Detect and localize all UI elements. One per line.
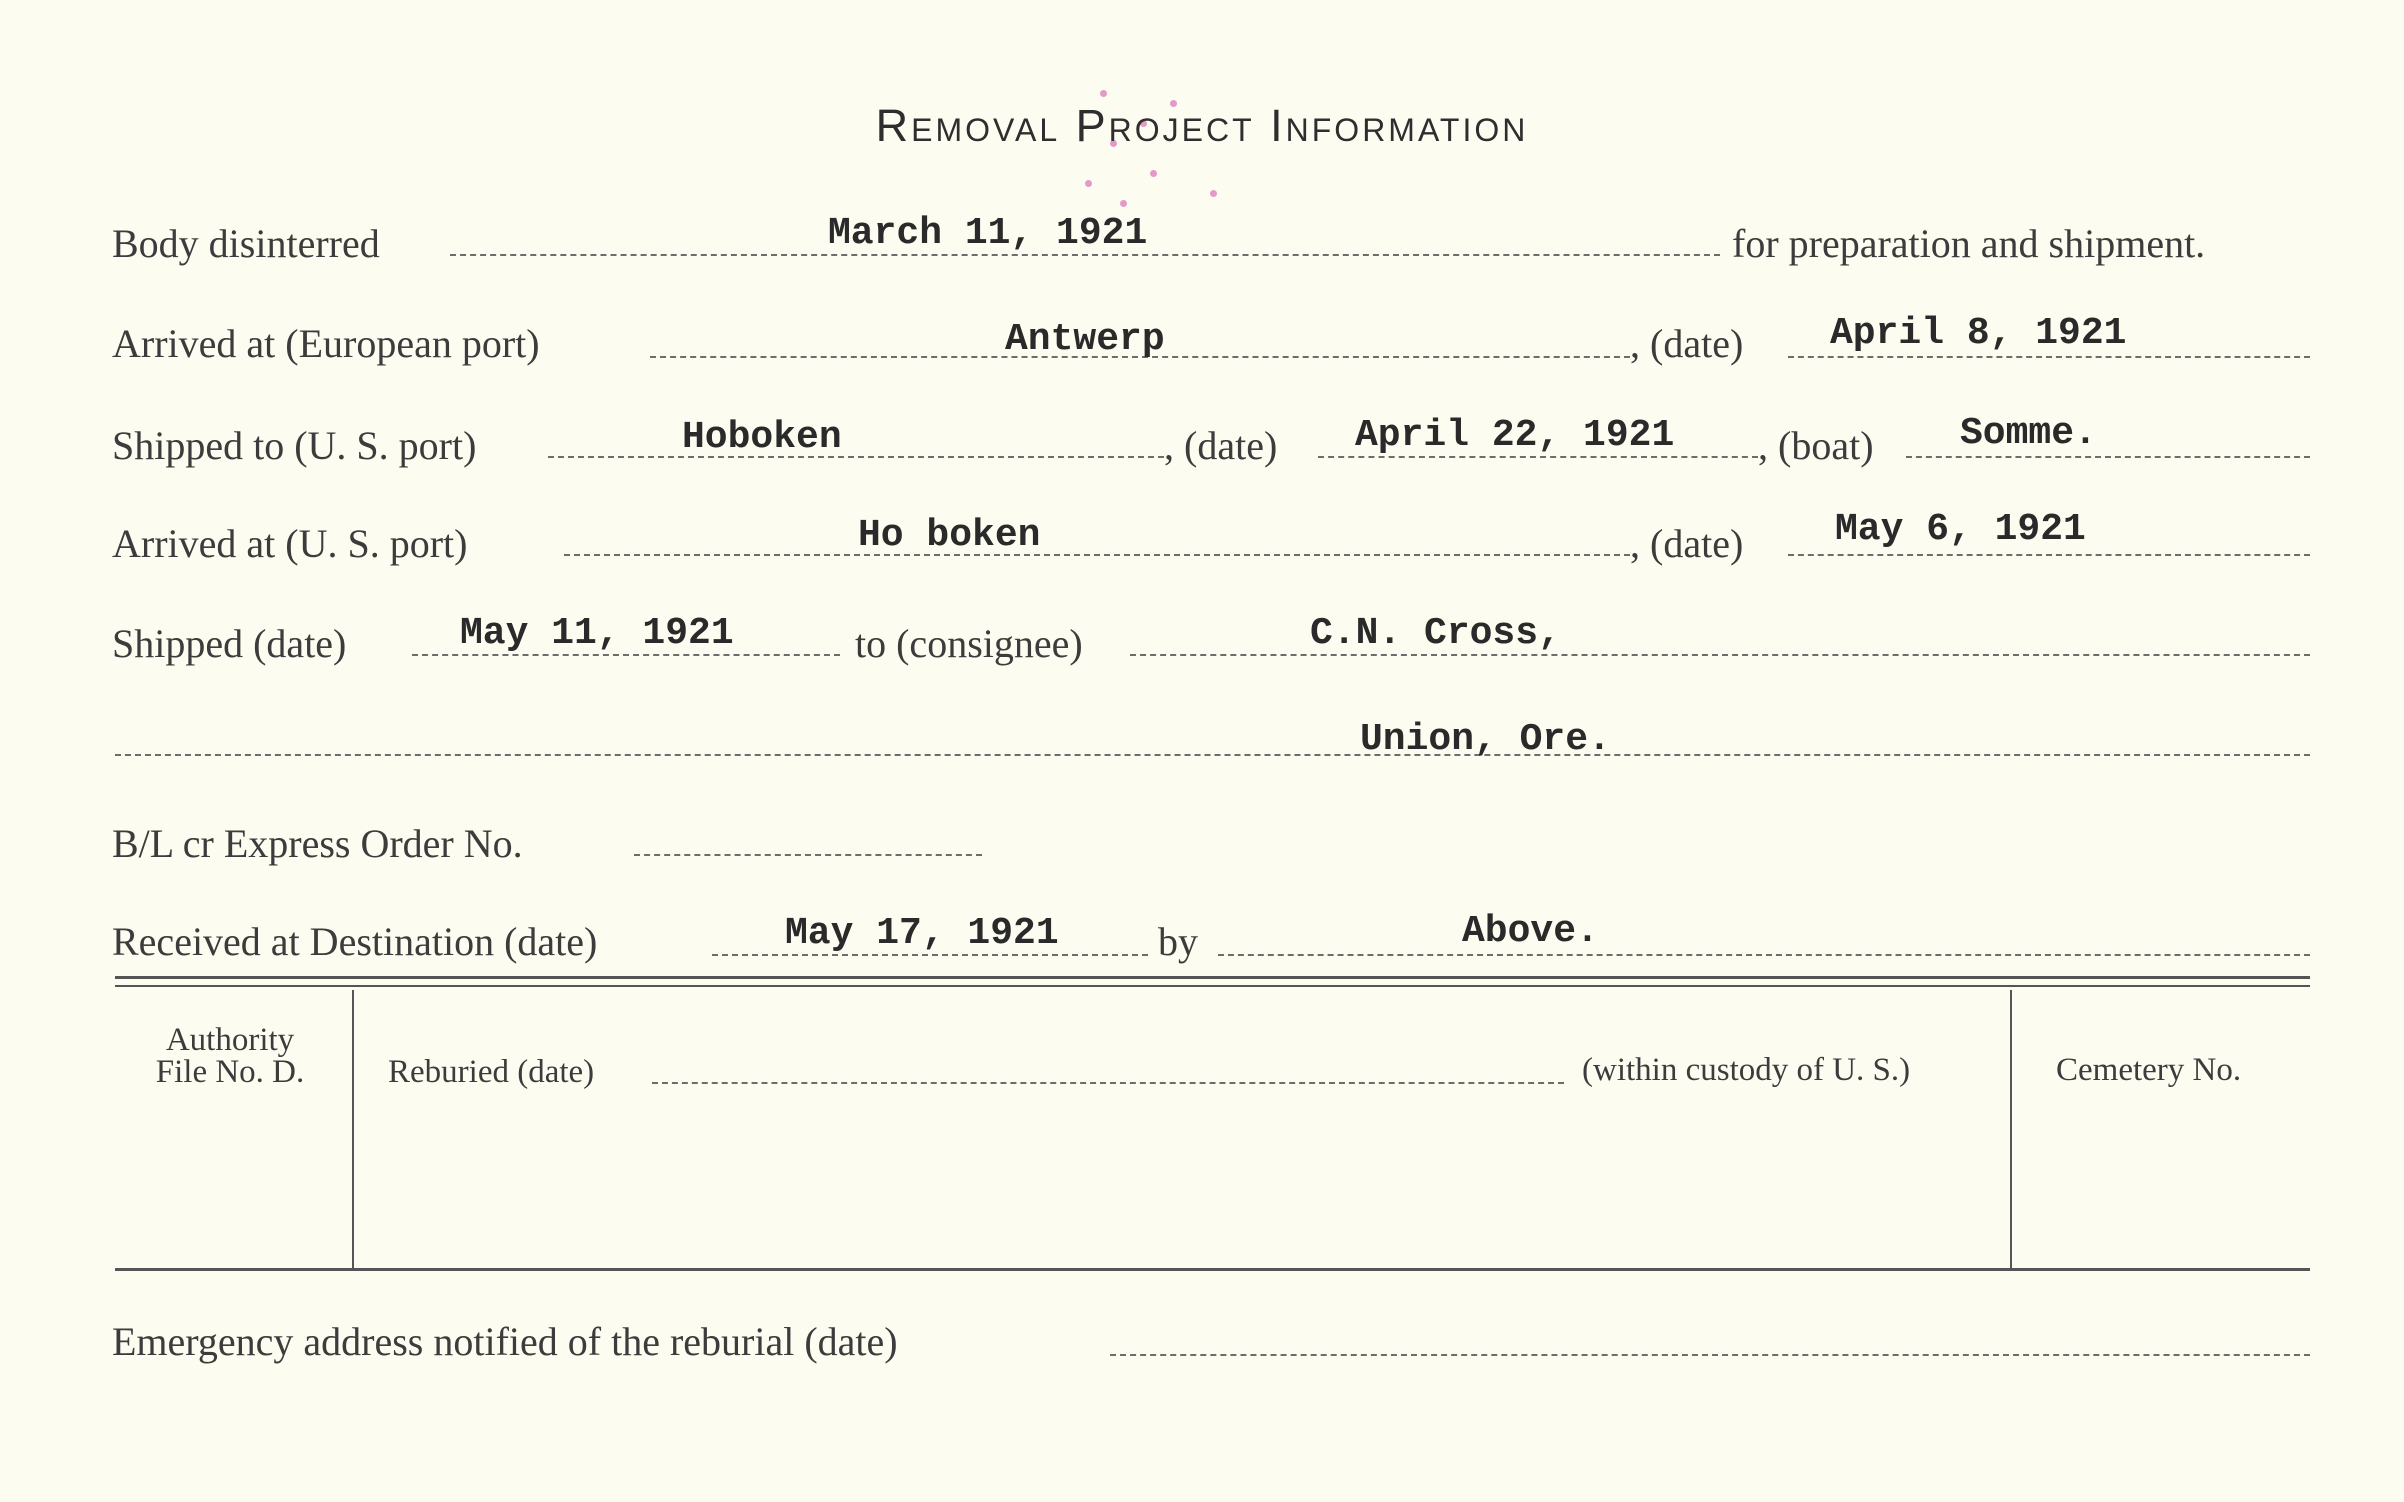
consignee-line2-dotted-line (115, 754, 2310, 756)
authority-column-divider (352, 990, 354, 1268)
arrived-us-date-label: , (date) (1630, 521, 1744, 566)
bl-express-dotted-line (634, 854, 982, 856)
arrived-european-date: April 8, 1921 (1830, 312, 2127, 355)
arrived-european-value: Antwerp (1005, 318, 1165, 361)
consignee-label: to (consignee) (855, 621, 1083, 666)
shipped-us-label: Shipped to (U. S. port) (112, 423, 477, 468)
cemetery-column-divider (2010, 990, 2012, 1268)
arrived-european-date-label: , (date) (1630, 321, 1744, 366)
arrived-us-port: Ho boken (858, 514, 1041, 557)
consignee-name: C.N. Cross, (1310, 612, 1561, 655)
consignee-address: Union, Ore. (1360, 718, 1611, 761)
emergency-dotted-line (1110, 1354, 2310, 1356)
emergency-label: Emergency address notified of the reburial (date) (112, 1319, 898, 1364)
shipped-us-date-label: , (date) (1164, 423, 1278, 468)
arrived-european-label: Arrived at (European port) (112, 321, 540, 366)
received-by: Above. (1462, 910, 1599, 953)
shipped-date: May 11, 1921 (460, 612, 734, 655)
arrived-us-dotted-line (564, 554, 1630, 556)
received-by-dotted-line (1218, 954, 2310, 956)
reburied-dotted-line (652, 1082, 1564, 1084)
disinterred-value: March 11, 1921 (828, 212, 1148, 255)
arrived-us-label: Arrived at (U. S. port) (112, 521, 468, 566)
cemetery-label: Cemetery No. (2056, 1052, 2242, 1088)
shipped-us-date: April 22, 1921 (1355, 414, 1675, 457)
shipped-us-boat-label: , (boat) (1758, 423, 1874, 468)
authority-label-line1: Authority (165, 1022, 295, 1058)
consignee-dotted-line (1130, 654, 2310, 656)
shipped-us-port: Hoboken (682, 416, 842, 459)
arrived-us-date: May 6, 1921 (1835, 508, 2086, 551)
arrived-european-date-dotted-line (1788, 356, 2310, 358)
card-title: Removal Project Information (875, 100, 1529, 151)
bl-express-label: B/L cr Express Order No. (112, 821, 523, 866)
authority-label-line2: File No. D. (155, 1054, 305, 1090)
shipped-us-dotted-line (548, 456, 1164, 458)
shipped-us-boat: Somme. (1960, 412, 2097, 455)
shipped-date-label: Shipped (date) (112, 621, 347, 666)
received-date: May 17, 1921 (785, 912, 1059, 955)
top-rule (115, 976, 2310, 979)
top-rule-second (115, 985, 2310, 987)
reburied-label: Reburied (date) (388, 1054, 595, 1090)
shipped-us-boat-dotted-line (1906, 456, 2310, 458)
disinterred-label: Body disinterred (112, 221, 380, 266)
bottom-rule (115, 1268, 2310, 1271)
disinterred-suffix: for preparation and shipment. (1732, 221, 2206, 266)
received-by-label: by (1158, 919, 1198, 964)
arrived-us-date-dotted-line (1788, 554, 2310, 556)
custody-label: (within custody of U. S.) (1582, 1052, 1911, 1088)
received-label: Received at Destination (date) (112, 919, 598, 964)
